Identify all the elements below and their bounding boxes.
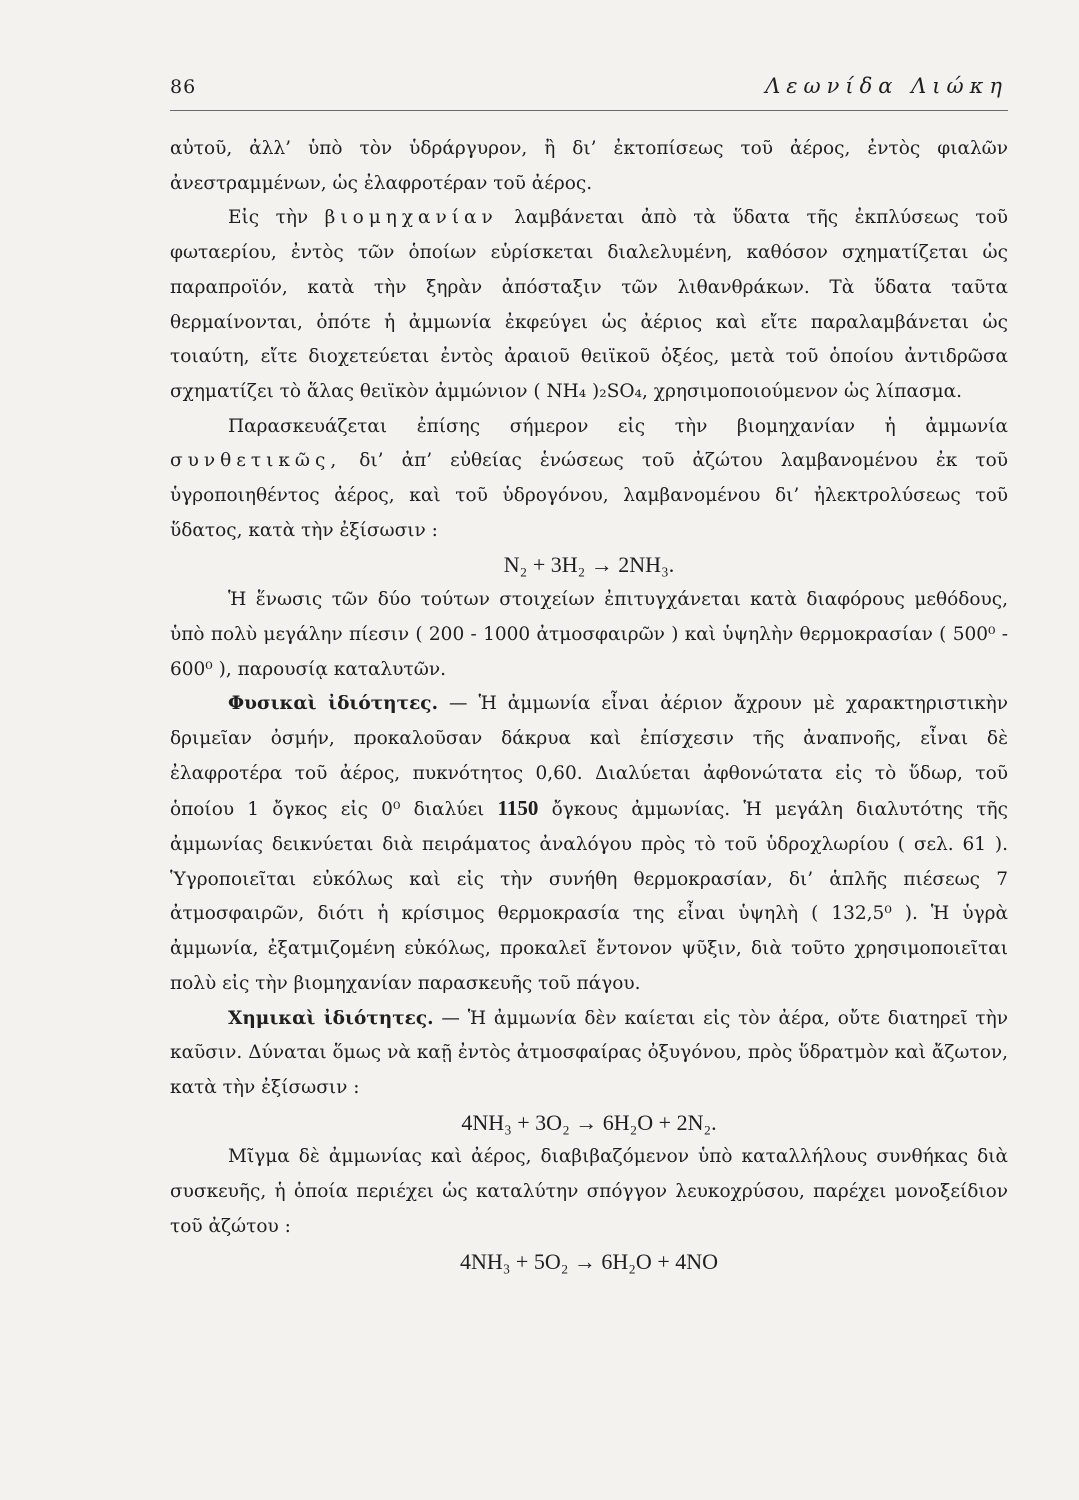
spaced-emphasis: συνθετικῶς, (170, 450, 342, 472)
spaced-emphasis: βιομηχανίαν (324, 207, 498, 229)
section-heading-chemical: Χημικαὶ ἰδιότητες. (228, 1007, 434, 1029)
paragraph-text: — Ἡ ἀμμωνία δὲν καίεται εἰς τὸν ἀέρα, οὔτε διατηρεῖ τὴν καῦσιν. Δύναται ὅμως νὰ καῇ ἐντὸς ἀτμοσφαίρας ὀξυγόνου, πρὸς ὕδρατμὸν καὶ ἄζωτον, κατὰ τὴν ἐξίσωσιν : (170, 1007, 1009, 1098)
paragraph-text: Παρασκευάζεται ἐπίσης σήμερον εἰς τὴν βιομηχανίαν ἡ ἀμμωνία (228, 415, 1008, 437)
paragraph-physical-properties (170, 687, 1008, 1001)
page-body (170, 132, 1008, 1279)
paragraph-chemical-properties (170, 1002, 1008, 1106)
paragraph-industry (170, 201, 1008, 409)
chemical-formula: ( NH₄ )₂SO₄, (533, 380, 648, 402)
paragraph-methods: Ἡ ἕνωσις τῶν δύο τούτων στοιχείων ἐπιτυγχάνεται κατὰ διαφόρους μεθόδους, ὑπὸ πολὺ μεγάλην πίεσιν ( 200 - 1000 ἀτμοσφαιρῶν ) καὶ ὑψηλὴν θερμοκρασίαν ( 500⁰ - 600⁰ ), παρουσίᾳ καταλυτῶν. (170, 589, 1008, 680)
paragraph-catalytic-oxidation: Μῖγμα δὲ ἀμμωνίας καὶ ἀέρος, διαβιβαζόμενον ὑπὸ καταλλήλους συνθήκας διὰ συσκευῆς, ἡ ὁποία περιέχει ὡς καταλύτην σπόγγον λευκοχρύσου, παρέχει μονοξείδιον τοῦ ἀζώτου : (170, 1146, 1008, 1237)
bold-number: 1150 (497, 796, 539, 821)
paragraph-text: — Ἡ ἀμμωνία εἶναι ἀέριον ἄχρουν μὲ χαρακτηριστικὴν δριμεῖαν ὀσμήν, προκαλοῦσαν δάκρυα καὶ ἐπίσχεσιν τῆς ἀναπνοῆς, εἶναι δὲ ἐλαφροτέρα τοῦ ἀέρος, πυκνότητος 0,60. Διαλύεται ἀφθονώτατα εἰς τὸ ὕδωρ, τοῦ ὁποίου 1 ὄγκος εἰς 0⁰ διαλύει (170, 693, 1008, 821)
paragraph-synthesis (170, 410, 1008, 549)
equation-combustion: 4NH₃ + 3O₂ → 6H₂O + 2N₂. (461, 1109, 717, 1135)
page-number: 86 (170, 76, 197, 98)
paragraph-text: ὄγκους ἀμμωνίας. Ἡ μεγάλη διαλυτότης τῆς ἀμμωνίας δεικνύεται διὰ πειράματος ἀναλόγου πρὸς τὸ τοῦ ὑδροχλωρίου ( σελ. 61 ). Ὑγροποιεῖται εὐκόλως καὶ εἰς τὴν συνήθη θερμοκρασίαν, δι’ ἁπλῆς πιέσεως 7 ἀτμοσφαιρῶν, διότι ἡ κρίσιμος θερμοκρασία της εἶναι ὑψηλὴ ( 132,5⁰ ). Ἡ ὑγρὰ ἀμμωνία, ἐξατμιζομένη εὐκόλως, προκαλεῖ ἔντονον ψῦξιν, διὰ τοῦτο χρησιμοποιεῖται πολὺ εἰς τὴν βιομηχανίαν παρασκευῆς τοῦ πάγου. (170, 799, 1008, 994)
paragraph-text: Εἰς τὴν (228, 207, 309, 229)
equation-oxidation: 4NH₃ + 5O₂ → 6H₂O + 4NO (459, 1248, 719, 1274)
header-rule (170, 110, 1008, 111)
section-heading-physical: Φυσικαὶ ἰδιότητες. (228, 693, 439, 715)
paragraph-text: χρησιμοποιούμενον ὡς λίπασμα. (653, 380, 962, 402)
page-header (170, 72, 1008, 112)
running-head: Λεωνίδα Λιώκη (765, 74, 1008, 98)
paragraph-text: δι’ ἀπ’ εὐθείας ἑνώσεως τοῦ ἀζώτου λαμβανομένου ἐκ τοῦ ὑγροποιηθέντος ἀέρος, καὶ τοῦ ὑδρογόνου, λαμβανομένου δι’ ἠλεκτρολύσεως τοῦ ὕδατος, κατὰ τὴν ἐξίσωσιν : (170, 450, 1008, 541)
paragraph-continuation: αὐτοῦ, ἀλλ’ ὑπὸ τὸν ὑδράργυρον, ἢ δι’ ἐκτοπίσεως τοῦ ἀέρος, ἐντὸς φιαλῶν ἀνεστραμμένων, ὡς ἐλαφροτέραν τοῦ ἀέρος. (170, 138, 1008, 194)
paragraph-text: λαμβάνεται ἀπὸ τὰ ὕδατα τῆς ἐκπλύσεως τοῦ φωταερίου, ἐντὸς τῶν ὁποίων εὑρίσκεται διαλελυμένη, καθόσον σχηματίζεται ὡς παραπροϊόν, κατὰ τὴν ξηρὰν ἀπόσταξιν τῶν λιθανθράκων. Τὰ ὕδατα ταῦτα θερμαίνονται, ὁπότε ἡ ἀμμωνία ἐκφεύγει ὡς ἀέριος καὶ εἴτε παραλαμβάνεται ὡς τοιαύτη, εἴτε διοχετεύεται ἐντὸς ἀραιοῦ θειϊκοῦ ὀξέος, μετὰ τοῦ ὁποίου ἀντιδρῶσα σχηματίζει τὸ ἅλας θειϊκὸν ἀμμώνιον (170, 207, 1008, 402)
equation-synthesis: N₂ + 3H₂ → 2NH₃. (503, 552, 675, 578)
